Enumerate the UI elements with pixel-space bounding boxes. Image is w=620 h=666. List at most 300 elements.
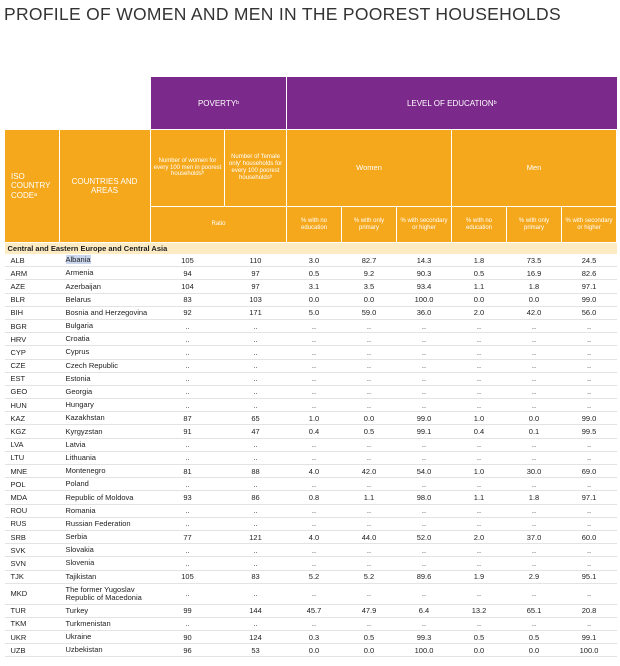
men-primary-cell: 1.8 (507, 280, 562, 293)
female-only-cell: 110 (225, 254, 287, 267)
women-no-education-cell: .. (287, 583, 342, 604)
women-per-men-cell: 93 (151, 491, 225, 504)
women-secondary-cell: .. (397, 451, 452, 464)
country-name-cell: Slovakia (60, 544, 151, 557)
women-secondary-cell: .. (397, 478, 452, 491)
female-only-cell: 86 (225, 491, 287, 504)
women-primary-cell: .. (342, 544, 397, 557)
women-secondary-cell: .. (397, 583, 452, 604)
men-primary-cell: 0.0 (507, 293, 562, 306)
men-no-education-cell: .. (452, 517, 507, 530)
female-only-header: Number of 'female only' households for every 100 poorest householdsᵇ (225, 130, 287, 207)
country-name-cell: Turkey (60, 604, 151, 617)
table-row (5, 530, 617, 543)
country-name-cell: Ukraine (60, 631, 151, 644)
ratio-header: Ratio (151, 207, 287, 243)
women-no-education-cell: .. (287, 346, 342, 359)
men-no-education-cell: .. (452, 399, 507, 412)
women-secondary-header: % with secondary or higher (397, 207, 452, 243)
women-secondary-cell: 98.0 (397, 491, 452, 504)
women-no-education-cell: .. (287, 451, 342, 464)
country-name-cell: Croatia (60, 333, 151, 346)
men-secondary-cell: 99.0 (562, 293, 617, 306)
men-secondary-cell: .. (562, 517, 617, 530)
men-secondary-cell: .. (562, 372, 617, 385)
men-secondary-header: % with secondary or higher (562, 207, 617, 243)
men-primary-cell: .. (507, 517, 562, 530)
country-name-cell: Montenegro (60, 465, 151, 478)
women-secondary-cell: .. (397, 319, 452, 332)
women-secondary-cell: 93.4 (397, 280, 452, 293)
table-row (5, 465, 617, 478)
men-primary-cell: .. (507, 583, 562, 604)
women-secondary-cell: .. (397, 544, 452, 557)
men-no-education-cell: .. (452, 583, 507, 604)
men-no-education-cell: 2.0 (452, 306, 507, 319)
men-secondary-cell: 69.0 (562, 465, 617, 478)
women-no-education-cell: .. (287, 478, 342, 491)
women-primary-cell: 82.7 (342, 254, 397, 267)
men-no-education-cell: 2.0 (452, 530, 507, 543)
women-primary-cell: .. (342, 319, 397, 332)
women-primary-cell: 0.0 (342, 644, 397, 657)
table-row (5, 544, 617, 557)
country-name-cell: Uzbekistan (60, 644, 151, 657)
women-secondary-cell: .. (397, 346, 452, 359)
men-primary-cell: .. (507, 478, 562, 491)
table-row (5, 570, 617, 583)
table-row (5, 604, 617, 617)
women-primary-cell: .. (342, 504, 397, 517)
profile-table (4, 77, 617, 657)
female-only-cell: 103 (225, 293, 287, 306)
women-no-education-cell: 0.0 (287, 293, 342, 306)
country-name-cell: Turkmenistan (60, 617, 151, 630)
female-only-cell: 53 (225, 644, 287, 657)
men-primary-cell: 0.5 (507, 631, 562, 644)
women-secondary-cell: .. (397, 399, 452, 412)
men-primary-cell: 0.1 (507, 425, 562, 438)
women-per-men-cell: .. (151, 583, 225, 604)
women-primary-cell: 1.1 (342, 491, 397, 504)
women-per-men-cell: 87 (151, 412, 225, 425)
men-secondary-cell: 99.5 (562, 425, 617, 438)
table-row (5, 583, 617, 604)
women-primary-cell: .. (342, 583, 397, 604)
men-no-education-cell: .. (452, 372, 507, 385)
country-name-cell: Cyprus (60, 346, 151, 359)
table-row (5, 293, 617, 306)
men-no-education-cell: 0.4 (452, 425, 507, 438)
men-no-education-cell: .. (452, 617, 507, 630)
women-per-men-cell: .. (151, 504, 225, 517)
country-name-cell: Serbia (60, 530, 151, 543)
men-primary-cell: .. (507, 544, 562, 557)
country-name-cell: Kazakhstan (60, 412, 151, 425)
women-secondary-cell: 52.0 (397, 530, 452, 543)
female-only-cell: 97 (225, 267, 287, 280)
men-primary-cell: .. (507, 438, 562, 451)
women-no-education-header: % with no education (287, 207, 342, 243)
women-primary-cell: .. (342, 617, 397, 630)
women-secondary-cell: 99.1 (397, 425, 452, 438)
female-only-cell: 144 (225, 604, 287, 617)
men-primary-cell: 42.0 (507, 306, 562, 319)
women-primary-header: % with only primary (342, 207, 397, 243)
female-only-cell: .. (225, 617, 287, 630)
table-row (5, 517, 617, 530)
women-per-men-cell: 104 (151, 280, 225, 293)
table-row (5, 346, 617, 359)
women-per-men-cell: 99 (151, 604, 225, 617)
women-no-education-cell: .. (287, 544, 342, 557)
men-no-education-cell: .. (452, 385, 507, 398)
women-secondary-cell: .. (397, 438, 452, 451)
female-only-cell: 121 (225, 530, 287, 543)
women-per-men-cell: 81 (151, 465, 225, 478)
men-secondary-cell: .. (562, 385, 617, 398)
men-no-education-cell: 0.5 (452, 631, 507, 644)
table-row (5, 644, 617, 657)
women-per-men-cell: 96 (151, 644, 225, 657)
women-secondary-cell: .. (397, 372, 452, 385)
men-secondary-cell: .. (562, 346, 617, 359)
women-per-men-cell: 83 (151, 293, 225, 306)
women-secondary-cell: 6.4 (397, 604, 452, 617)
iso-code-cell: KAZ (5, 412, 60, 425)
women-no-education-cell: 0.3 (287, 631, 342, 644)
female-only-cell: 124 (225, 631, 287, 644)
female-only-cell: 171 (225, 306, 287, 319)
iso-code-cell: CZE (5, 359, 60, 372)
women-per-men-cell: .. (151, 438, 225, 451)
men-secondary-cell: 100.0 (562, 644, 617, 657)
table-row (5, 372, 617, 385)
women-no-education-cell: 5.0 (287, 306, 342, 319)
table-body (5, 243, 617, 657)
men-secondary-cell: 99.0 (562, 412, 617, 425)
women-secondary-cell: 89.6 (397, 570, 452, 583)
men-primary-cell: .. (507, 359, 562, 372)
men-secondary-cell: .. (562, 504, 617, 517)
men-no-education-cell: 1.8 (452, 254, 507, 267)
women-primary-cell: .. (342, 346, 397, 359)
country-name-cell: Slovenia (60, 557, 151, 570)
iso-code-cell: SVN (5, 557, 60, 570)
women-primary-cell: 47.9 (342, 604, 397, 617)
women-secondary-cell: 14.3 (397, 254, 452, 267)
women-primary-cell: .. (342, 451, 397, 464)
women-header: Women (287, 130, 452, 207)
women-primary-cell: 0.0 (342, 412, 397, 425)
female-only-cell: .. (225, 557, 287, 570)
women-primary-cell: .. (342, 372, 397, 385)
iso-code-cell: SVK (5, 544, 60, 557)
country-name-cell: Russian Federation (60, 517, 151, 530)
men-no-education-cell: 1.9 (452, 570, 507, 583)
country-name-cell: Czech Republic (60, 359, 151, 372)
women-primary-cell: .. (342, 359, 397, 372)
female-only-cell: .. (225, 583, 287, 604)
iso-code-cell: CYP (5, 346, 60, 359)
female-only-cell: .. (225, 359, 287, 372)
women-primary-cell: 0.5 (342, 425, 397, 438)
men-no-education-cell: 1.1 (452, 280, 507, 293)
men-primary-cell: .. (507, 372, 562, 385)
men-no-education-header: % with no education (452, 207, 507, 243)
men-primary-cell: 0.0 (507, 412, 562, 425)
female-only-cell: .. (225, 438, 287, 451)
women-no-education-cell: 45.7 (287, 604, 342, 617)
women-per-men-cell: 91 (151, 425, 225, 438)
men-secondary-cell: .. (562, 583, 617, 604)
women-secondary-cell: .. (397, 517, 452, 530)
table-row (5, 385, 617, 398)
iso-code-cell: BGR (5, 319, 60, 332)
iso-code-cell: LTU (5, 451, 60, 464)
women-per-men-cell: .. (151, 451, 225, 464)
country-name-cell: The former Yugoslav Republic of Macedonia (60, 583, 151, 604)
men-primary-cell: .. (507, 617, 562, 630)
women-secondary-cell: 36.0 (397, 306, 452, 319)
men-header: Men (452, 130, 617, 207)
table-row (5, 333, 617, 346)
women-primary-cell: 5.2 (342, 570, 397, 583)
men-secondary-cell: 95.1 (562, 570, 617, 583)
country-name-cell: Azerbaijan (60, 280, 151, 293)
iso-code-cell: KGZ (5, 425, 60, 438)
iso-code-cell: ARM (5, 267, 60, 280)
women-primary-cell: 9.2 (342, 267, 397, 280)
table-row (5, 557, 617, 570)
women-per-men-header: Number of women for every 100 men in poorest householdsᵇ (151, 130, 225, 207)
women-secondary-cell: .. (397, 333, 452, 346)
table-row (5, 504, 617, 517)
women-no-education-cell: .. (287, 399, 342, 412)
men-no-education-cell: .. (452, 544, 507, 557)
men-no-education-cell: .. (452, 478, 507, 491)
table-row (5, 319, 617, 332)
poverty-header: POVERTYᵇ (151, 77, 287, 130)
women-no-education-cell: .. (287, 504, 342, 517)
women-primary-cell: 44.0 (342, 530, 397, 543)
men-secondary-cell: .. (562, 544, 617, 557)
country-name-cell: Georgia (60, 385, 151, 398)
country-name-cell (60, 254, 151, 267)
women-primary-cell: .. (342, 385, 397, 398)
female-only-cell: .. (225, 504, 287, 517)
men-secondary-cell: .. (562, 557, 617, 570)
men-no-education-cell: 0.0 (452, 644, 507, 657)
female-only-cell: .. (225, 346, 287, 359)
women-no-education-cell: 5.2 (287, 570, 342, 583)
iso-code-cell: ALB (5, 254, 60, 267)
table-row (5, 425, 617, 438)
women-primary-cell: .. (342, 478, 397, 491)
women-no-education-cell: 1.0 (287, 412, 342, 425)
men-secondary-cell: 24.5 (562, 254, 617, 267)
men-secondary-cell: .. (562, 333, 617, 346)
country-name-cell: Republic of Moldova (60, 491, 151, 504)
women-per-men-cell: .. (151, 359, 225, 372)
iso-code-cell: LVA (5, 438, 60, 451)
table-row (5, 631, 617, 644)
table-row (5, 451, 617, 464)
country-name-cell: Latvia (60, 438, 151, 451)
table-row (5, 438, 617, 451)
men-secondary-cell: .. (562, 478, 617, 491)
female-only-cell: .. (225, 319, 287, 332)
men-primary-header: % with only primary (507, 207, 562, 243)
women-secondary-cell: 90.3 (397, 267, 452, 280)
women-no-education-cell: .. (287, 333, 342, 346)
women-secondary-cell: 54.0 (397, 465, 452, 478)
table-row (5, 478, 617, 491)
female-only-cell: .. (225, 517, 287, 530)
female-only-cell: .. (225, 451, 287, 464)
women-per-men-cell: .. (151, 517, 225, 530)
women-per-men-cell: 77 (151, 530, 225, 543)
female-only-cell: .. (225, 333, 287, 346)
men-no-education-cell: .. (452, 504, 507, 517)
men-primary-cell: 30.0 (507, 465, 562, 478)
women-primary-cell: 0.5 (342, 631, 397, 644)
women-no-education-cell: .. (287, 438, 342, 451)
female-only-cell: 97 (225, 280, 287, 293)
country-name-cell: Bulgaria (60, 319, 151, 332)
female-only-cell: .. (225, 544, 287, 557)
men-primary-cell: 65.1 (507, 604, 562, 617)
iso-code-cell: BIH (5, 306, 60, 319)
women-per-men-cell: .. (151, 346, 225, 359)
women-no-education-cell: 3.0 (287, 254, 342, 267)
men-secondary-cell: 99.1 (562, 631, 617, 644)
men-no-education-cell: .. (452, 451, 507, 464)
men-primary-cell: .. (507, 399, 562, 412)
men-primary-cell: .. (507, 346, 562, 359)
iso-code-cell: POL (5, 478, 60, 491)
iso-code-header: ISO COUNTRY CODEᵃ (5, 130, 60, 243)
women-primary-cell: .. (342, 399, 397, 412)
men-secondary-cell: .. (562, 359, 617, 372)
men-no-education-cell: 1.1 (452, 491, 507, 504)
table-row (5, 306, 617, 319)
men-no-education-cell: 0.5 (452, 267, 507, 280)
women-per-men-cell: .. (151, 557, 225, 570)
women-no-education-cell: .. (287, 617, 342, 630)
women-no-education-cell: .. (287, 319, 342, 332)
women-primary-cell: 0.0 (342, 293, 397, 306)
page-title: PROFILE OF WOMEN AND MEN IN THE POOREST HOUSEHOLDS (4, 4, 561, 24)
men-secondary-cell: 97.1 (562, 491, 617, 504)
iso-code-cell: UKR (5, 631, 60, 644)
women-per-men-cell: 94 (151, 267, 225, 280)
female-only-cell: 83 (225, 570, 287, 583)
men-no-education-cell: 0.0 (452, 293, 507, 306)
men-no-education-cell: 1.0 (452, 412, 507, 425)
women-primary-cell: .. (342, 333, 397, 346)
section-heading: Central and Eastern Europe and Central Asia (5, 243, 617, 255)
men-secondary-cell: 60.0 (562, 530, 617, 543)
men-secondary-cell: .. (562, 451, 617, 464)
men-primary-cell: .. (507, 333, 562, 346)
female-only-cell: .. (225, 385, 287, 398)
men-secondary-cell: 97.1 (562, 280, 617, 293)
women-per-men-cell: .. (151, 399, 225, 412)
women-no-education-cell: 0.8 (287, 491, 342, 504)
countries-header: COUNTRIES AND AREAS (60, 130, 151, 243)
women-per-men-cell: 105 (151, 570, 225, 583)
female-only-cell: 65 (225, 412, 287, 425)
men-no-education-cell: .. (452, 333, 507, 346)
country-name-cell: Estonia (60, 372, 151, 385)
country-name-cell: Kyrgyzstan (60, 425, 151, 438)
men-primary-cell: 16.9 (507, 267, 562, 280)
men-secondary-cell: 56.0 (562, 306, 617, 319)
female-only-cell: .. (225, 372, 287, 385)
women-per-men-cell: .. (151, 372, 225, 385)
table-row (5, 359, 617, 372)
women-per-men-cell: .. (151, 385, 225, 398)
iso-code-cell: MNE (5, 465, 60, 478)
men-secondary-cell: .. (562, 438, 617, 451)
country-name-cell: Tajikistan (60, 570, 151, 583)
men-secondary-cell: 20.8 (562, 604, 617, 617)
female-only-cell: .. (225, 478, 287, 491)
men-primary-cell: 37.0 (507, 530, 562, 543)
country-name-cell: Hungary (60, 399, 151, 412)
country-name-cell: Poland (60, 478, 151, 491)
men-no-education-cell: .. (452, 359, 507, 372)
iso-code-cell: MDA (5, 491, 60, 504)
men-primary-cell: 1.8 (507, 491, 562, 504)
men-no-education-cell: 13.2 (452, 604, 507, 617)
table-row (5, 399, 617, 412)
iso-code-cell: TUR (5, 604, 60, 617)
iso-code-cell: HUN (5, 399, 60, 412)
female-only-cell: .. (225, 399, 287, 412)
women-no-education-cell: 3.1 (287, 280, 342, 293)
women-primary-cell: 59.0 (342, 306, 397, 319)
women-no-education-cell: .. (287, 557, 342, 570)
women-no-education-cell: 4.0 (287, 530, 342, 543)
women-no-education-cell: .. (287, 359, 342, 372)
country-name-cell: Bosnia and Herzegovina (60, 306, 151, 319)
men-primary-cell: .. (507, 319, 562, 332)
country-name-cell: Lithuania (60, 451, 151, 464)
men-primary-cell: 2.9 (507, 570, 562, 583)
women-primary-cell: 42.0 (342, 465, 397, 478)
iso-code-cell: TKM (5, 617, 60, 630)
women-no-education-cell: 0.0 (287, 644, 342, 657)
country-name-cell: Belarus (60, 293, 151, 306)
men-no-education-cell: .. (452, 346, 507, 359)
iso-code-cell: UZB (5, 644, 60, 657)
female-only-cell: 88 (225, 465, 287, 478)
women-primary-cell: 3.5 (342, 280, 397, 293)
women-primary-cell: .. (342, 438, 397, 451)
women-no-education-cell: 0.5 (287, 267, 342, 280)
women-secondary-cell: 99.3 (397, 631, 452, 644)
iso-code-cell: TJK (5, 570, 60, 583)
women-per-men-cell: .. (151, 333, 225, 346)
iso-code-cell: RUS (5, 517, 60, 530)
table-row (5, 617, 617, 630)
women-per-men-cell: 92 (151, 306, 225, 319)
women-secondary-cell: .. (397, 617, 452, 630)
table-row (5, 491, 617, 504)
iso-code-cell: SRB (5, 530, 60, 543)
